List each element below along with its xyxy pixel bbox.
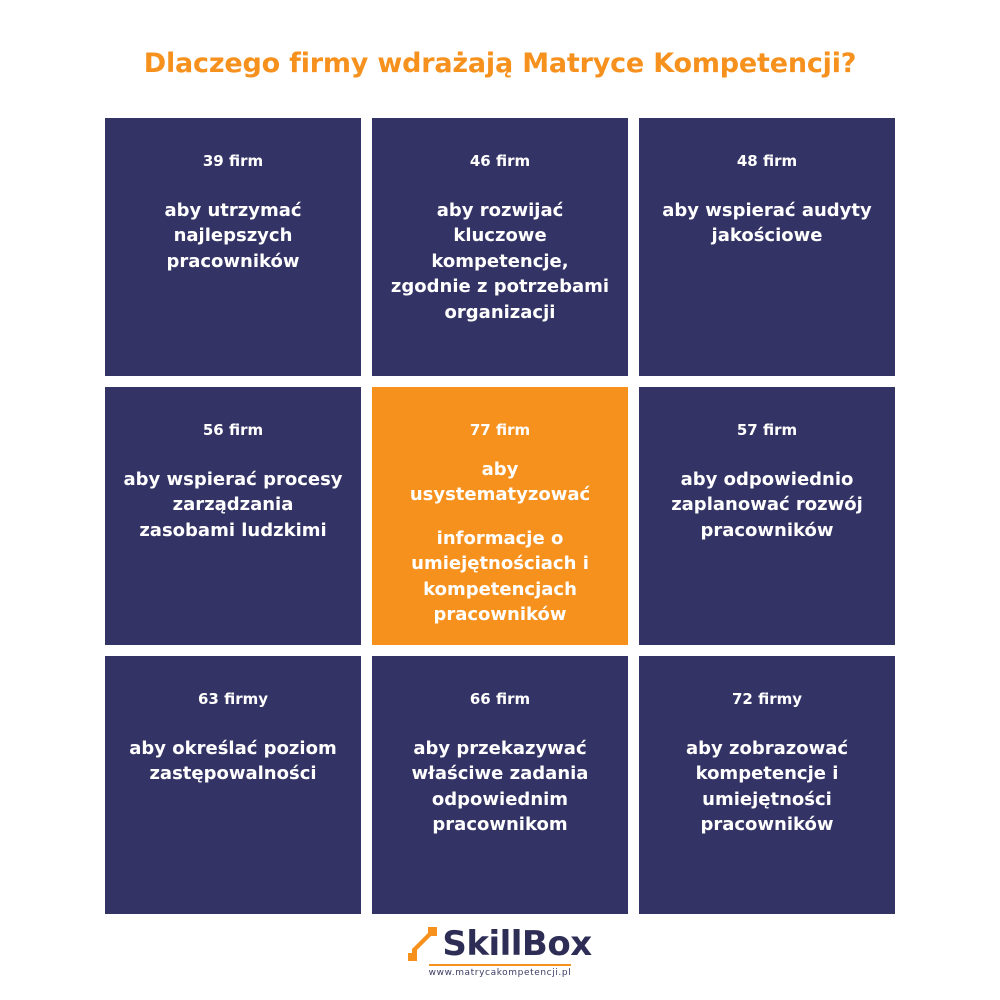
page-title: Dlaczego firmy wdrażają Matryce Kompetencji? — [143, 48, 857, 79]
reason-text-lead: aby usystematyzować — [409, 458, 591, 506]
reason-count: 72 firmy — [731, 690, 803, 708]
footer — [0, 924, 1000, 978]
arrow-icon — [408, 927, 438, 961]
reason-text: aby przekazywać właściwe zadania odpowiednim pracownikom — [411, 737, 589, 836]
reason-count: 77 firm — [469, 421, 531, 439]
reason-text: aby wspierać audyty jakościowe — [662, 199, 872, 247]
reason-text: aby określać poziom zastępowalności — [129, 737, 337, 785]
brand-name: SkillBox — [442, 924, 592, 964]
reason-count: 46 firm — [469, 152, 531, 170]
reason-count: 57 firm — [736, 421, 798, 439]
brand-url: www.matrycakompetencji.pl — [429, 964, 572, 978]
reason-card — [372, 118, 628, 376]
reason-text: aby rozwijać kluczowe kompetencje, zgodnie z potrzebami organizacji — [390, 199, 610, 323]
reason-card — [639, 656, 895, 914]
brand-logo — [408, 924, 592, 964]
reason-card — [639, 387, 895, 645]
reason-text — [390, 457, 610, 628]
reason-count: 48 firm — [736, 152, 798, 170]
reason-text: aby wspierać procesy zarządzania zasobami ludzkimi — [123, 468, 343, 541]
reason-count: 63 firmy — [197, 690, 269, 708]
reason-card — [105, 656, 361, 914]
reason-text: aby zobrazować kompetencje i umiejętności pracowników — [685, 737, 849, 836]
reason-card — [639, 118, 895, 376]
reason-count: 56 firm — [202, 421, 264, 439]
reason-count: 39 firm — [202, 152, 264, 170]
reason-card — [372, 656, 628, 914]
reason-count: 66 firm — [469, 690, 531, 708]
reason-card-highlighted — [372, 387, 628, 645]
reason-card — [105, 118, 361, 376]
reason-text: aby utrzymać najlepszych pracowników — [164, 199, 302, 272]
reasons-grid — [105, 118, 895, 914]
reason-text: aby odpowiednio zaplanować rozwój pracowników — [671, 468, 863, 541]
reason-text-body: informacje o umiejętnościach i kompetencjach pracowników — [411, 527, 589, 626]
reason-card — [105, 387, 361, 645]
